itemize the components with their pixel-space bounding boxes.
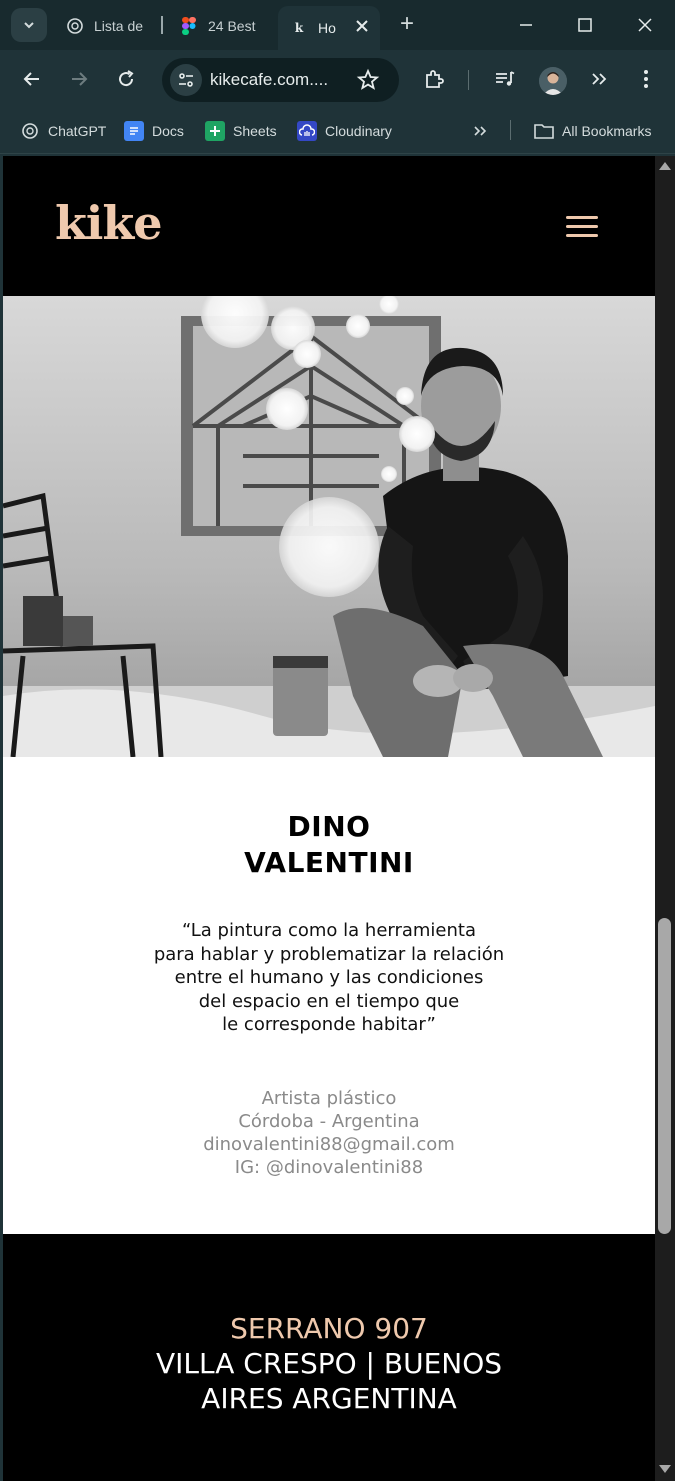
- address-bar[interactable]: [162, 58, 399, 102]
- folder-icon: [534, 121, 554, 141]
- arrow-left-icon: [22, 69, 42, 89]
- forward-button[interactable]: [66, 66, 92, 92]
- tab-label: Lista de: [94, 18, 144, 34]
- tab-kike-active[interactable]: [278, 6, 380, 50]
- scroll-up-arrow-icon[interactable]: [659, 162, 671, 170]
- kebab-menu-icon[interactable]: [633, 66, 659, 92]
- all-bookmarks-button[interactable]: [534, 120, 651, 142]
- site-logo[interactable]: kike: [55, 196, 162, 250]
- tab-chatgpt[interactable]: [66, 6, 158, 46]
- bookmark-label: Cloudinary: [325, 123, 392, 139]
- quote-line: le corresponde habitar”: [222, 1014, 436, 1035]
- address-line: AIRES ARGENTINA: [201, 1382, 457, 1415]
- bookmarks-overflow-icon[interactable]: [472, 120, 488, 142]
- chatgpt-icon: [20, 121, 40, 141]
- artist-details: [3, 1087, 655, 1179]
- artist-email-link[interactable]: dinovalentini88@gmail.com: [203, 1134, 455, 1155]
- arrow-right-icon: [69, 69, 89, 89]
- bookmark-chatgpt[interactable]: [20, 120, 106, 142]
- docs-icon: [124, 121, 144, 141]
- reload-button[interactable]: [113, 66, 139, 92]
- artist-instagram-link[interactable]: IG: @dinovalentini88: [234, 1157, 424, 1178]
- back-button[interactable]: [19, 66, 45, 92]
- bookmarks-divider: [510, 120, 511, 140]
- bookmark-docs[interactable]: [124, 120, 184, 142]
- bookmarks-bar: [0, 108, 675, 154]
- artist-quote: [3, 919, 655, 1037]
- tab-label: Ho: [318, 20, 336, 36]
- bookmark-star-icon[interactable]: [356, 68, 380, 97]
- artist-name: [3, 809, 655, 881]
- hamburger-menu-icon[interactable]: [566, 216, 598, 238]
- tab-search-button[interactable]: [11, 8, 47, 42]
- bookmark-label: Docs: [152, 123, 184, 139]
- new-tab-button[interactable]: +: [399, 10, 414, 37]
- media-controls-icon[interactable]: [492, 66, 518, 92]
- more-tools-chevron-icon[interactable]: [586, 66, 612, 92]
- bookmark-cloudinary[interactable]: [297, 120, 392, 142]
- tab-separator: [161, 16, 163, 34]
- profile-avatar[interactable]: [539, 67, 567, 95]
- site-footer: [3, 1234, 655, 1481]
- close-icon[interactable]: [354, 18, 370, 34]
- artist-profile: [3, 757, 655, 1234]
- scroll-down-arrow-icon[interactable]: [659, 1465, 671, 1473]
- all-bookmarks-label: All Bookmarks: [562, 123, 652, 139]
- reload-icon: [116, 69, 136, 89]
- artist-photo: [3, 296, 655, 757]
- quote-line: para hablar y problematizar la relación: [153, 943, 505, 965]
- toolbar-divider: [468, 70, 469, 90]
- bookmark-label: ChatGPT: [48, 123, 107, 139]
- extensions-icon[interactable]: [421, 66, 447, 92]
- artist-location: Córdoba - Argentina: [238, 1111, 420, 1132]
- url-text[interactable]: kikecafe.com....: [210, 70, 329, 89]
- chevron-down-icon: [22, 18, 36, 32]
- minimize-icon[interactable]: [514, 13, 538, 37]
- maximize-icon[interactable]: [573, 13, 597, 37]
- site-header: [3, 156, 655, 296]
- figma-icon: [180, 17, 198, 35]
- tab-strip: [0, 0, 675, 50]
- page-scrollbar[interactable]: [655, 156, 675, 1481]
- kike-favicon-icon: k: [294, 21, 304, 35]
- chatgpt-icon: [66, 17, 84, 35]
- address-city: [3, 1346, 655, 1416]
- close-window-icon[interactable]: [633, 13, 657, 37]
- tab-label: 24 Best: [208, 18, 256, 34]
- sheets-icon: [205, 121, 225, 141]
- web-page: [3, 156, 655, 1481]
- scrollbar-thumb[interactable]: [658, 918, 671, 1234]
- browser-toolbar: [0, 50, 675, 108]
- quote-line: del espacio en el tiempo que: [198, 990, 460, 1012]
- artist-name-line: DINO: [287, 810, 371, 843]
- site-info-icon[interactable]: [170, 64, 202, 96]
- bookmark-sheets[interactable]: [205, 120, 277, 142]
- quote-line: entre el humano y las condiciones: [174, 967, 484, 988]
- tab-figma[interactable]: [180, 6, 270, 46]
- artist-name-line: VALENTINI: [244, 846, 414, 879]
- address-street: SERRANO 907: [230, 1312, 428, 1345]
- address-line: VILLA CRESPO | BUENOS: [155, 1347, 503, 1380]
- quote-line: “La pintura como la herramienta: [181, 920, 477, 941]
- artist-role: Artista plástico: [261, 1088, 397, 1109]
- bookmark-label: Sheets: [233, 123, 277, 139]
- cloudinary-icon: [297, 121, 317, 141]
